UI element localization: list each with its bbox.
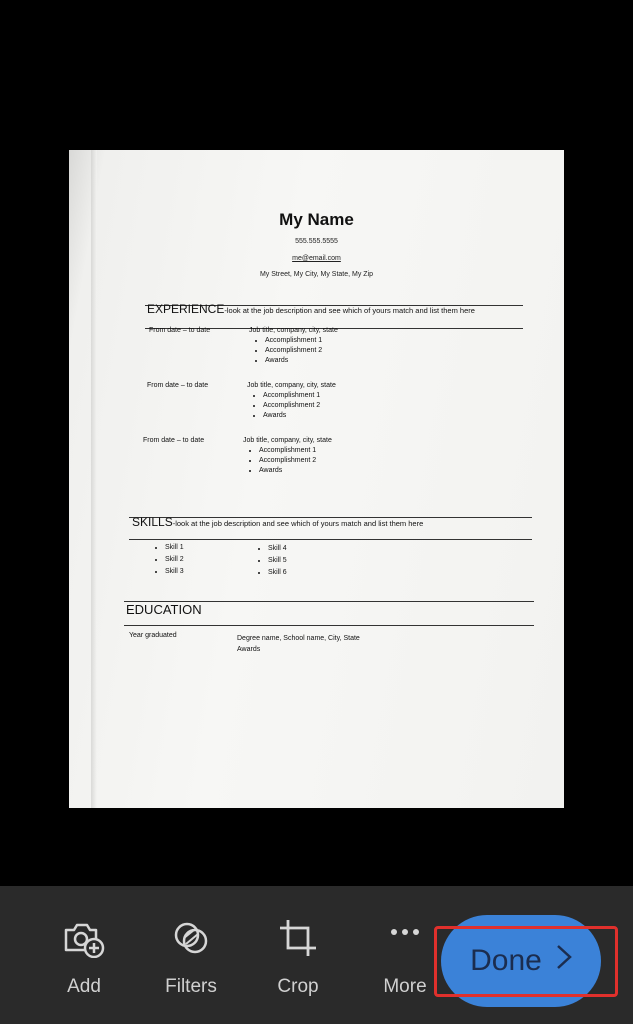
resume-email: me@email.com (292, 255, 341, 262)
skill-item: • Skill 2 (165, 554, 184, 566)
filters-icon (169, 918, 213, 958)
done-highlight-box (434, 926, 618, 997)
more-button[interactable] (365, 918, 445, 998)
skills-hint: -look at the job description and see which of yours match and list them here (172, 519, 424, 528)
resume-name: My Name (279, 210, 354, 229)
experience-hint: -look at the job description and see which of yours match and list them here (224, 306, 475, 315)
job-list (245, 446, 316, 476)
education-degree: Degree name, School name, City, State (237, 635, 360, 642)
divider (124, 625, 534, 626)
job-item: • Awards (263, 411, 320, 421)
education-awards: Awards (237, 646, 261, 653)
skill-item: • Skill 6 (268, 567, 287, 579)
add-button[interactable] (44, 918, 124, 998)
job-date: From date – to date (149, 327, 211, 334)
job-item: • Awards (259, 466, 316, 476)
job-title: Job title, company, city, state (247, 382, 336, 389)
resume-phone: 555.555.5555 (295, 238, 338, 245)
job-date: From date – to date (143, 437, 205, 444)
skill-item: • Skill 3 (165, 566, 184, 578)
experience-heading-label: EXPERIENCE (147, 302, 225, 316)
job-item: • Accomplishment 1 (263, 391, 320, 401)
crop-label: Crop (277, 976, 319, 997)
job-item: • Accomplishment 1 (265, 336, 322, 346)
job-item: • Accomplishment 2 (265, 346, 322, 356)
job-item: • Awards (265, 356, 322, 366)
skill-item: • Skill 4 (268, 543, 287, 555)
job-item: • Accomplishment 1 (259, 446, 316, 456)
filters-button[interactable] (151, 918, 231, 998)
education-heading: EDUCATION (126, 602, 202, 617)
add-label: Add (67, 976, 101, 997)
skills-heading-label: SKILLS (132, 515, 173, 529)
job-title: Job title, company, city, state (243, 437, 332, 444)
filters-label: Filters (165, 976, 217, 997)
job-list (251, 336, 322, 366)
done-label: Done (470, 944, 542, 977)
experience-heading (147, 302, 475, 316)
education-year: Year graduated (129, 632, 177, 639)
scanned-document (69, 150, 564, 808)
ellipsis-icon (383, 918, 427, 958)
crop-button[interactable] (258, 918, 338, 998)
job-item: • Accomplishment 2 (259, 456, 316, 466)
job-list (249, 391, 320, 421)
skills-heading (132, 515, 423, 529)
skills-list (254, 543, 287, 579)
skill-item: • Skill 5 (268, 555, 287, 567)
skill-item: • Skill 1 (165, 542, 184, 554)
more-label: More (383, 976, 427, 997)
resume-address: My Street, My City, My State, My Zip (259, 271, 374, 278)
job-date: From date – to date (147, 382, 209, 389)
job-title: Job title, company, city, state (249, 327, 338, 334)
camera-plus-icon (62, 918, 106, 958)
divider (129, 539, 532, 540)
page-fold-shadow (91, 150, 97, 808)
skills-list (151, 542, 184, 578)
crop-icon (276, 918, 320, 958)
job-item: • Accomplishment 2 (263, 401, 320, 411)
